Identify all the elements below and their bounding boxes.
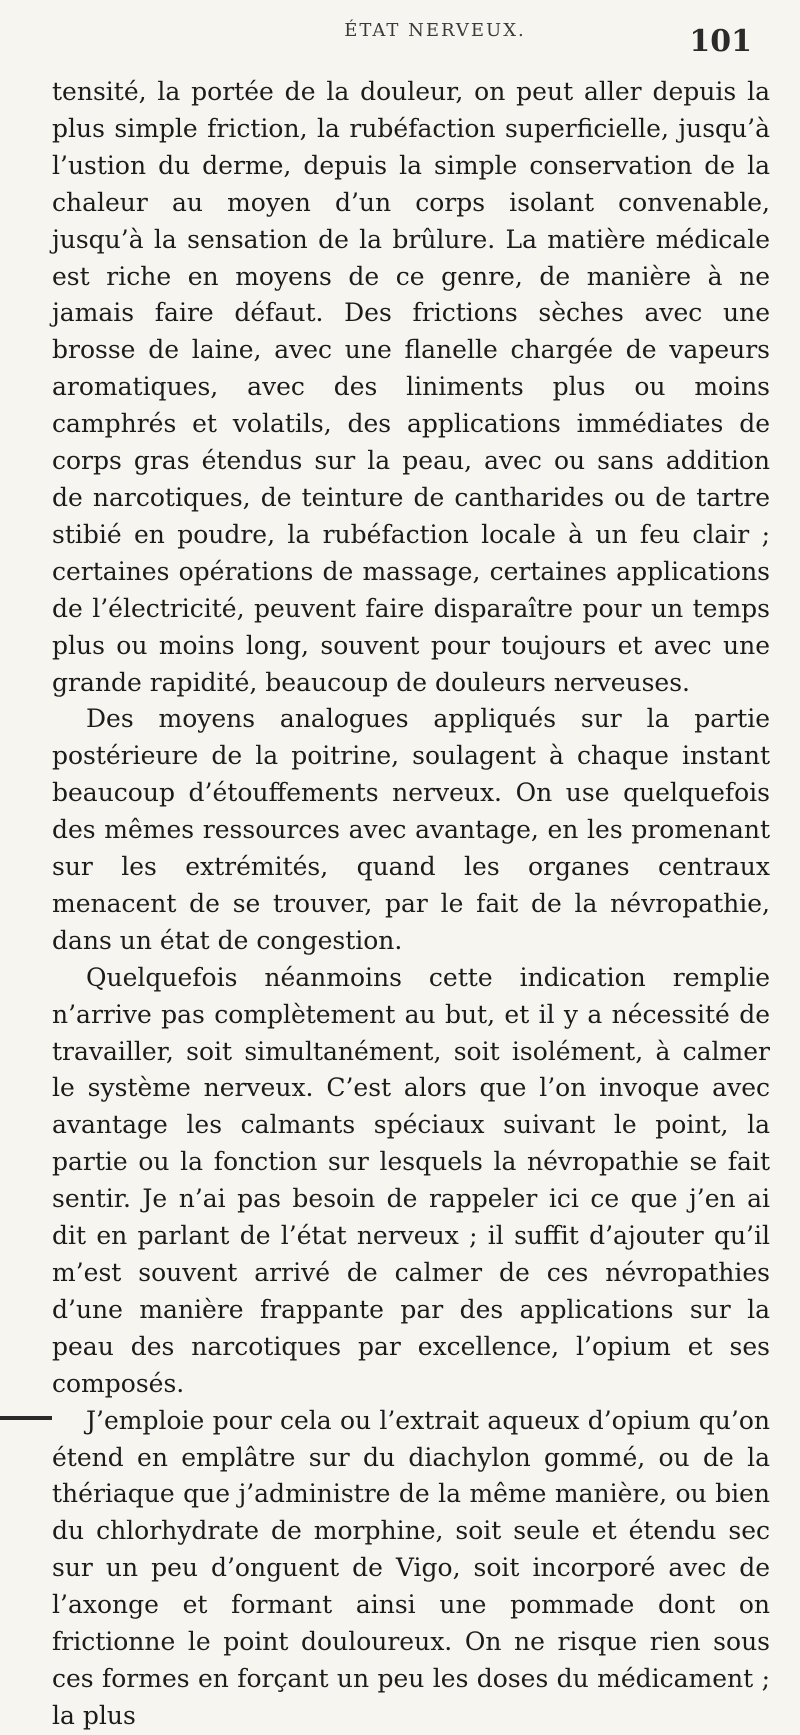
- paragraph-1: tensité, la portée de la douleur, on peut aller depuis la plus simple friction, la rubéfaction superficielle, jusqu’à l’ustion du derme, depuis la simple conservation de la chaleur au moyen d’un corps isolant convenable, jusqu’à la sensation de la brûlure. La matière médicale est riche en moyens de ce genre, de manière à ne jamais faire défaut. Des frictions sèches avec une brosse de laine, avec une flanelle chargée de vapeurs aromatiques, avec des liniments plus ou moins camphrés et volatils, des applications immédiates de corps gras étendus sur la peau, avec ou sans addition de narcotiques, de teinture de cantharides ou de tartre stibié en poudre, la rubéfaction locale à un feu clair ; certaines opérations de massage, certaines applications de l’électricité, peuvent faire disparaître pour un temps plus ou moins long, souvent pour toujours et avec une grande rapidité, beaucoup de douleurs nerveuses.: [52, 77, 770, 697]
- running-title: ÉTAT NERVEUX.: [344, 20, 526, 41]
- page-number: 101: [689, 24, 752, 59]
- running-head: [100, 20, 770, 64]
- body-text: [52, 74, 770, 1735]
- page-edge-rule: [0, 1416, 52, 1420]
- paragraph-2: Des moyens analogues appliqués sur la partie postérieure de la poitrine, soulagent à chaque instant beaucoup d’étouffements nerveux. On use quelquefois des mêmes ressources avec avantage, en les promenant sur les extrémités, quand les organes centraux menacent de se trouver, par le fait de la névropathie, dans un état de congestion.: [52, 704, 770, 955]
- paragraph-4: J’emploie pour cela ou l’extrait aqueux d’opium qu’on étend en emplâtre sur du diachylon gommé, ou de la thériaque que j’administre de la même manière, ou bien du chlorhydrate de morphine, soit seule et étendu sec sur un peu d’onguent de Vigo, soit incorporé avec de l’axonge et formant ainsi une pommade dont on frictionne le point douloureux. On ne risque rien sous ces formes en forçant un peu les doses du médicament ; la plus: [52, 1405, 770, 1730]
- paragraph-3: Quelquefois néanmoins cette indication remplie n’arrive pas complètement au but, et il y a nécessité de travailler, soit simultanément, soit isolément, à calmer le système nerveux. C’est alors que l’on invoque avec avantage les calmants spéciaux suivant le point, la partie ou la fonction sur lesquels la névropathie se fait sentir. Je n’ai pas besoin de rappeler ici ce que j’en ai dit en parlant de l’état nerveux ; il suffit d’ajouter qu’il m’est souvent arrivé de calmer de ces névropathies d’une manière frappante par des applications sur la peau des narcotiques par excellence, l’opium et ses composés.: [52, 962, 770, 1398]
